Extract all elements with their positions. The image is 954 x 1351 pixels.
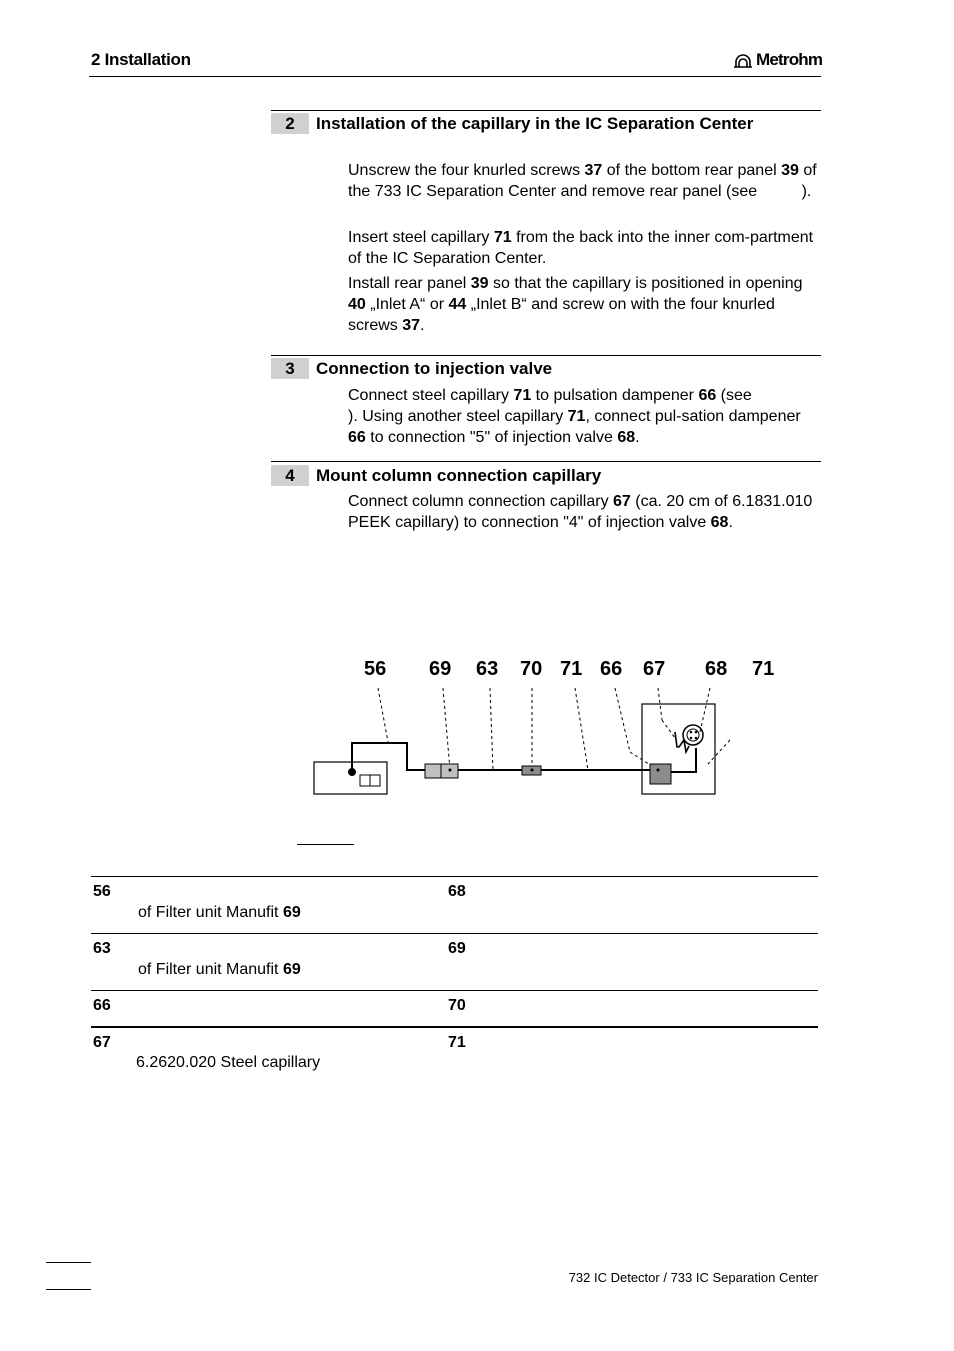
callout-label: 70 [520, 658, 543, 680]
legend-rule [91, 933, 818, 934]
legend-rule [91, 990, 818, 991]
legend-number: 68 [448, 883, 466, 900]
capillary-diagram [300, 680, 730, 810]
callout-label: 71 [752, 658, 775, 680]
pulsation-dampener [650, 764, 671, 784]
step-number: 4 [271, 465, 309, 486]
step-paragraph: Install rear panel 39 so that the capillary is positioned in opening 40 „Inlet A“ or 44 „Inlet B“ and screw on with the four knurled screws 37. [348, 275, 803, 334]
section-title: 2 Installation [91, 50, 191, 69]
capillary-line [352, 743, 425, 772]
step-title: Installation of the capillary in the IC Separation Center [316, 114, 754, 133]
page-number-rule [46, 1262, 91, 1263]
step-title: Connection to injection valve [316, 359, 553, 378]
capillary-line [671, 748, 696, 772]
logo-text: Metrohm [756, 50, 823, 69]
callout-label: 69 [429, 658, 452, 680]
metrohm-logo-icon [733, 51, 753, 69]
callout-label: 68 [705, 658, 728, 680]
callout-label: 67 [643, 658, 666, 680]
step-paragraph: Insert steel capillary 71 from the back into the inner com-partment of the IC Separation Center. [348, 229, 814, 267]
injection-valve [683, 725, 703, 745]
callout-label: 66 [600, 658, 623, 680]
callout-label: 56 [364, 658, 387, 680]
step-rule [271, 110, 821, 111]
legend-rule [91, 1026, 818, 1028]
callout-label: 71 [560, 658, 583, 680]
step-rule [271, 355, 821, 356]
legend-text: of Filter unit Manufit 69 [138, 904, 301, 921]
step-paragraph: Unscrew the four knurled screws 37 of the bottom rear panel 39 of the 733 IC Separation Center and remove rear panel (see ). [348, 162, 822, 200]
legend-text: of Filter unit Manufit 69 [138, 961, 301, 978]
legend-rule [91, 876, 818, 877]
legend-number: 71 [448, 1034, 466, 1051]
step-rule [271, 461, 821, 462]
step-paragraph: Connect steel capillary 71 to pulsation dampener 66 (see ). Using another steel capillary 71, connect pul-sation dampener 66 to connection "5" of injection valve 68. [348, 387, 823, 446]
legend-number: 67 [93, 1034, 111, 1051]
header-rule [89, 76, 821, 77]
legend-text: 6.2620.020 Steel capillary [136, 1054, 321, 1071]
step-number: 2 [271, 113, 309, 134]
step-number: 3 [271, 358, 309, 379]
step-paragraph: Connect column connection capillary 67 (ca. 20 cm of 6.1831.010 PEEK capillary) to connection "4" of injection valve 68. [348, 493, 813, 531]
footer-text: 732 IC Detector / 733 IC Separation Center [568, 1270, 818, 1285]
legend-number: 63 [93, 940, 111, 957]
callout-label: 63 [476, 658, 499, 680]
legend-number: 69 [448, 940, 466, 957]
legend-number: 56 [93, 883, 111, 900]
page-number-rule [46, 1289, 91, 1290]
metrohm-logo [733, 50, 822, 70]
step-title: Mount column connection capillary [316, 466, 602, 485]
figure-caption-rule [297, 844, 354, 845]
pump-unit [314, 762, 387, 794]
legend-number: 70 [448, 997, 466, 1014]
legend-number: 66 [93, 997, 111, 1014]
